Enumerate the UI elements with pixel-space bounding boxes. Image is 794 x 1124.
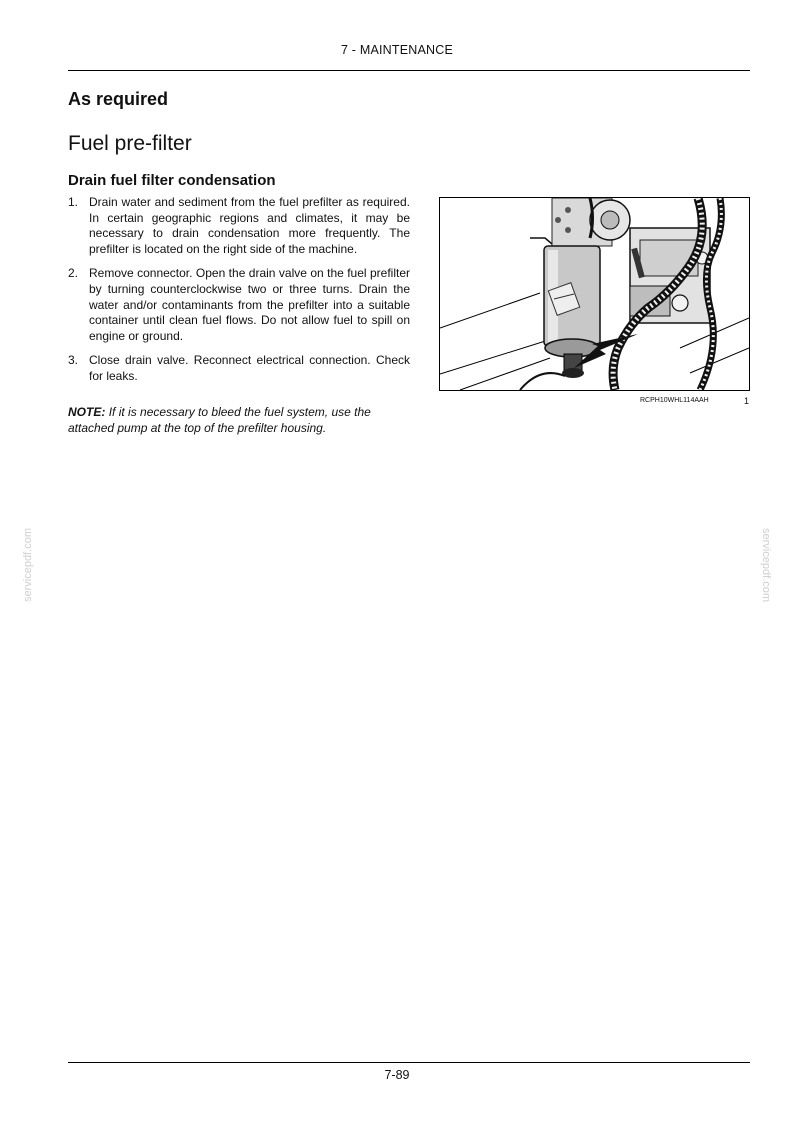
- procedure-heading: Drain fuel filter condensation: [68, 172, 276, 189]
- running-header: 7 - MAINTENANCE: [340, 43, 454, 57]
- page-number: 7-89: [384, 1068, 410, 1082]
- fuel-prefilter-photo: [439, 197, 750, 391]
- step-number: 3.: [68, 353, 79, 368]
- watermark-left: servicepdf.com: [22, 528, 34, 602]
- step-item: [68, 195, 410, 257]
- section-heading: As required: [68, 89, 169, 109]
- note-text: If it is necessary to bleed the fuel system, use the attached pump at the top of the prefilter housing.: [68, 405, 371, 435]
- watermark-right: servicepdf.com: [760, 528, 772, 602]
- step-number: 2.: [68, 266, 79, 281]
- footer-rule: [68, 1062, 750, 1063]
- step-text: Drain water and sediment from the fuel prefilter as required. In certain geographic regions and climates, it may be necessary to drain condensation more frequently. The prefilter is located on the right side of the machine.: [89, 195, 410, 256]
- step-item: [68, 266, 410, 344]
- note: [68, 405, 410, 436]
- figure-number: 1: [744, 396, 750, 406]
- header-rule: [68, 70, 750, 71]
- step-text: Remove connector. Open the drain valve on the fuel prefilter by turning counterclockwise two or three turns. Drain the water and/or contaminants from the prefilter into a suitable container until clean fuel flows. Do not allow fuel to spill on engine or ground.: [89, 266, 410, 343]
- step-item: [68, 353, 410, 384]
- figure-reference-code: RCPH10WHL114AAH: [640, 397, 709, 404]
- step-text: Close drain valve. Reconnect electrical connection. Check for leaks.: [89, 353, 410, 383]
- fuel-prefilter-illustration: [440, 198, 749, 390]
- note-label: NOTE:: [68, 405, 106, 419]
- step-number: 1.: [68, 195, 79, 209]
- topic-title: Fuel pre-filter: [68, 132, 192, 155]
- procedure-steps: [68, 195, 410, 394]
